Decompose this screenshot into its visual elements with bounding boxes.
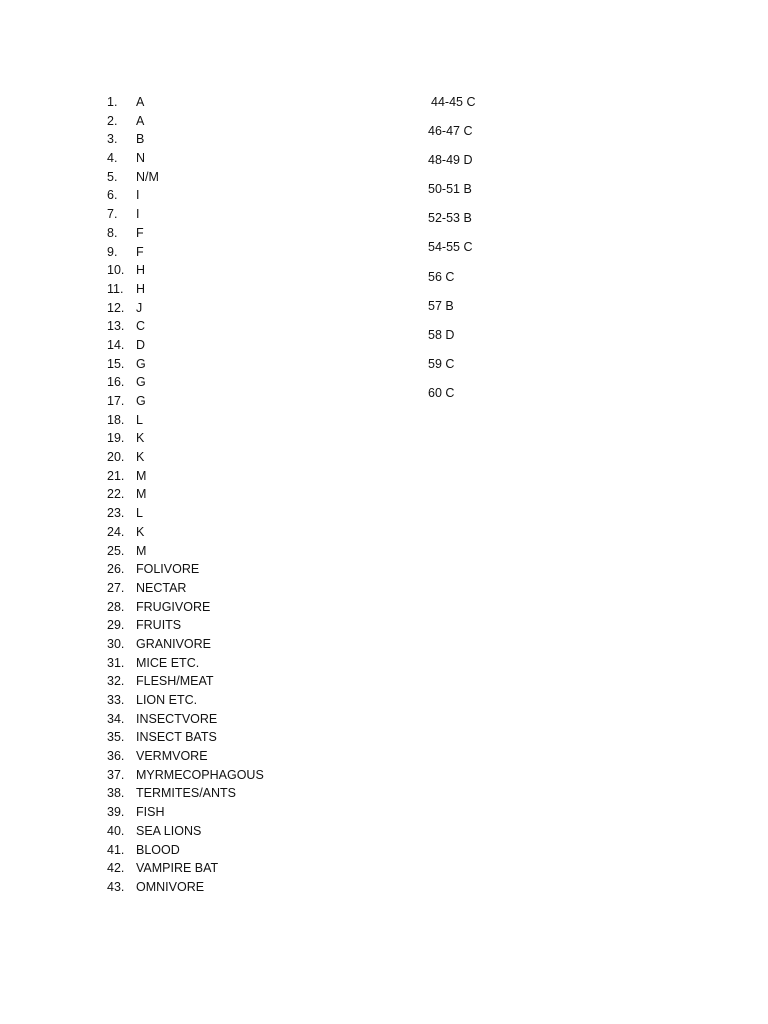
answer-text: VAMPIRE BAT <box>136 861 219 876</box>
answer-range-row: 56 C <box>428 269 455 284</box>
answer-row <box>107 261 264 280</box>
answer-text: GRANIVORE <box>136 636 212 651</box>
answer-row <box>107 373 264 392</box>
answer-row <box>107 523 264 542</box>
answer-text: G <box>136 394 146 408</box>
answer-text: K <box>136 431 145 446</box>
answer-row <box>107 598 264 617</box>
question-number: 36. <box>107 749 125 764</box>
answer-list-1-43 <box>107 93 264 897</box>
answer-row <box>107 448 264 467</box>
answer-row <box>107 672 264 691</box>
question-number: 31. <box>107 655 125 670</box>
answer-text: C <box>136 319 146 334</box>
answer-text: N <box>136 151 146 166</box>
answer-text: G <box>136 356 146 371</box>
answer-row <box>107 859 264 878</box>
answer-text: L <box>136 506 143 521</box>
answer-row <box>107 841 264 860</box>
question-number: 15. <box>107 356 125 371</box>
answer-text: M <box>136 468 147 483</box>
answer-row <box>107 243 264 262</box>
question-number: 4. <box>107 151 118 166</box>
answer-text: D <box>136 337 146 352</box>
answer-row <box>107 635 264 654</box>
question-number: 33. <box>107 693 125 707</box>
answer-row <box>107 429 264 448</box>
answer-row <box>107 186 264 205</box>
answer-row <box>107 336 264 355</box>
answer-text: H <box>136 281 146 296</box>
answer-row <box>107 93 264 112</box>
answer-text: MICE ETC. <box>136 655 200 670</box>
answer-row <box>107 766 264 785</box>
answer-row <box>107 691 264 710</box>
question-number: 20. <box>107 450 125 465</box>
question-number: 40. <box>107 823 125 838</box>
answer-range-row: 58 D <box>428 327 455 342</box>
question-number: 39. <box>107 805 125 820</box>
question-number: 26. <box>107 562 125 577</box>
answer-text: FISH <box>136 805 165 820</box>
answer-text: MYRMECOPHAGOUS <box>136 767 264 782</box>
answer-text: B <box>136 132 145 147</box>
question-number: 7. <box>107 207 118 222</box>
answer-row <box>107 579 264 598</box>
answer-text: A <box>136 113 145 128</box>
answer-range-row: 59 C <box>428 356 455 371</box>
question-number: 8. <box>107 225 118 240</box>
answer-row <box>107 784 264 803</box>
question-number: 22. <box>107 487 125 502</box>
answer-row <box>107 280 264 299</box>
answer-row <box>107 317 264 336</box>
question-number: 27. <box>107 580 125 595</box>
answer-range-row: 46-47 C <box>428 124 473 139</box>
answer-row <box>107 542 264 561</box>
question-number: 11. <box>107 281 124 296</box>
answer-text: F <box>136 225 144 240</box>
question-number: 13. <box>107 319 125 334</box>
answer-list-44-60 <box>428 93 475 413</box>
question-number: 24. <box>107 524 125 539</box>
answer-text: INSECT BATS <box>136 730 217 745</box>
answer-text: TERMITES/ANTS <box>136 786 237 801</box>
answer-row <box>107 355 264 374</box>
question-number: 5. <box>107 169 118 184</box>
answer-row <box>107 130 264 149</box>
answer-row <box>107 149 264 168</box>
answer-row <box>107 747 264 766</box>
answer-row <box>107 728 264 747</box>
answer-text: INSECTVORE <box>136 711 218 726</box>
answer-row <box>107 710 264 729</box>
answer-row <box>107 411 264 430</box>
answer-range-row: 52-53 B <box>428 211 472 226</box>
answer-text: SEA LIONS <box>136 823 202 838</box>
question-number: 21. <box>107 468 125 483</box>
question-number: 23. <box>107 506 125 521</box>
answer-text: BLOOD <box>136 842 180 857</box>
answer-text: L <box>136 412 143 427</box>
answer-row <box>107 654 264 673</box>
answer-text: K <box>136 450 145 465</box>
answer-text: I <box>136 207 140 222</box>
answer-text: M <box>136 487 147 502</box>
question-number: 14. <box>107 337 125 352</box>
answer-text: N/M <box>136 169 159 184</box>
answer-text: G <box>136 375 146 390</box>
answer-text: J <box>136 300 143 315</box>
answer-range-row: 44-45 C <box>431 95 476 109</box>
answer-row <box>107 504 264 523</box>
answer-row <box>107 822 264 841</box>
question-number: 17. <box>107 394 125 408</box>
answer-row <box>107 467 264 486</box>
question-number: 32. <box>107 674 125 689</box>
answer-row <box>107 205 264 224</box>
question-number: 38. <box>107 786 125 801</box>
question-number: 10. <box>107 263 125 278</box>
answer-row <box>107 616 264 635</box>
answer-text: FRUGIVORE <box>136 599 211 614</box>
answer-text: VERMVORE <box>136 749 208 764</box>
answer-row <box>107 560 264 579</box>
answer-text: H <box>136 263 146 278</box>
answer-row <box>107 112 264 131</box>
answer-text: M <box>136 543 147 558</box>
question-number: 1. <box>107 95 118 109</box>
question-number: 19. <box>107 431 125 446</box>
question-number: 16. <box>107 375 125 390</box>
answer-text: OMNIVORE <box>136 879 205 894</box>
answer-text: FLESH/MEAT <box>136 674 214 689</box>
question-number: 35. <box>107 730 125 745</box>
answer-text: A <box>136 95 145 109</box>
answer-text: LION ETC. <box>136 693 198 707</box>
question-number: 2. <box>107 113 118 128</box>
question-number: 12. <box>107 300 125 315</box>
answer-row <box>107 299 264 318</box>
answer-row <box>107 392 264 411</box>
question-number: 29. <box>107 618 125 633</box>
answer-range-row: 60 C <box>428 385 455 400</box>
question-number: 41. <box>107 842 125 857</box>
answer-text: NECTAR <box>136 580 187 595</box>
answer-row <box>107 803 264 822</box>
answer-text: FOLIVORE <box>136 562 200 577</box>
question-number: 6. <box>107 188 118 203</box>
question-number: 34. <box>107 711 125 726</box>
answer-text: I <box>136 188 140 203</box>
answer-range-row: 48-49 D <box>428 153 473 168</box>
question-number: 42. <box>107 861 125 876</box>
question-number: 43. <box>107 879 125 894</box>
question-number: 9. <box>107 244 118 259</box>
question-number: 28. <box>107 599 125 614</box>
answer-row <box>107 485 264 504</box>
question-number: 25. <box>107 543 125 558</box>
question-number: 18. <box>107 412 125 427</box>
answer-range-row: 57 B <box>428 298 454 313</box>
answer-row <box>107 224 264 243</box>
question-number: 30. <box>107 636 125 651</box>
answer-text: F <box>136 244 144 259</box>
answer-row <box>107 168 264 187</box>
answer-row <box>107 878 264 897</box>
answer-text: FRUITS <box>136 618 182 633</box>
answer-range-row: 50-51 B <box>428 182 472 197</box>
question-number: 3. <box>107 132 118 147</box>
question-number: 37. <box>107 767 125 782</box>
answer-text: K <box>136 524 145 539</box>
answer-range-row: 54-55 C <box>428 240 473 255</box>
